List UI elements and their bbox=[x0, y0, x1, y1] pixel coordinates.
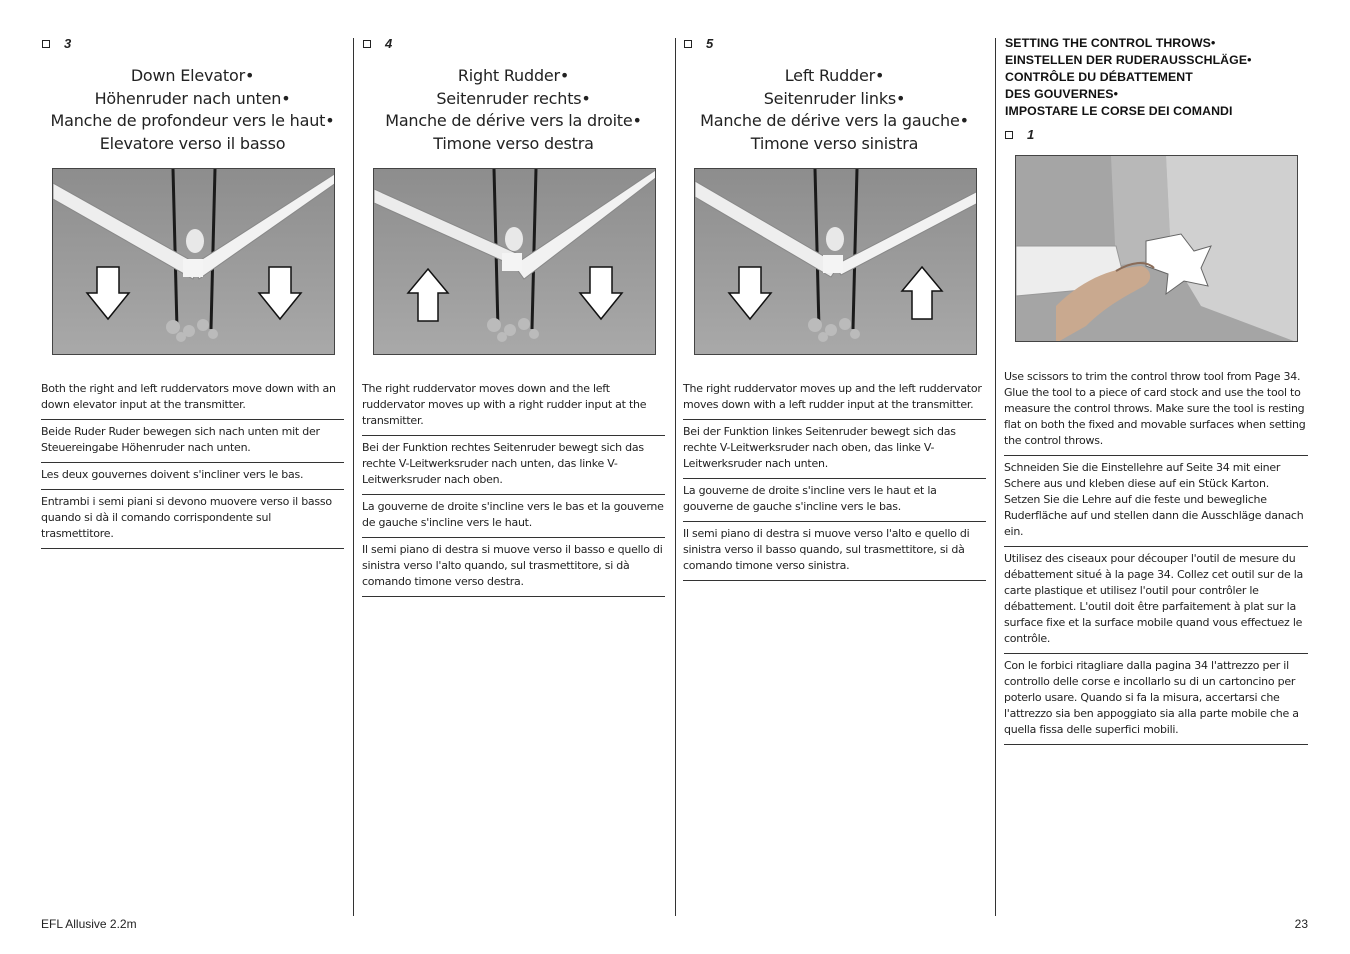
paragraph-it: Il semi piano di destra si muove verso il basso e quello di sinistra verso l'alto quando, sul trasmettitore, si dà comando timone verso destra. bbox=[362, 542, 665, 597]
paragraph-de: Bei der Funktion linkes Seitenruder bewegt sich das rechte V-Leitwerksruder nach oben, das linke V-Leitwerksruder nach unten. bbox=[683, 424, 986, 479]
paragraph-de: Beide Ruder Ruder bewegen sich nach unten mit der Steuereingabe Höhenruder nach unten. bbox=[41, 424, 344, 463]
step-4-column bbox=[362, 0, 665, 954]
step-5-column bbox=[683, 0, 986, 954]
column-divider bbox=[675, 38, 676, 916]
caption-line-en: Right Rudder• bbox=[457, 66, 570, 85]
paragraph-en: The right ruddervator moves down and the left ruddervator moves up with a right rudder input at the transmitter. bbox=[362, 381, 665, 436]
instruction-paragraphs bbox=[1004, 369, 1308, 749]
heading-line-en: SETTING THE CONTROL THROWS• bbox=[1005, 36, 1216, 50]
step-3-header bbox=[41, 36, 71, 51]
step-1-header bbox=[1004, 127, 1034, 142]
checkbox-icon[interactable] bbox=[42, 40, 50, 48]
step-caption bbox=[362, 65, 665, 155]
column-divider bbox=[995, 38, 996, 916]
caption-line-de: Höhenruder nach unten• bbox=[94, 88, 291, 108]
heading-line-de: EINSTELLEN DER RUDERAUSSCHLÄGE• bbox=[1005, 53, 1252, 67]
paragraph-en: The right ruddervator moves up and the left ruddervator moves down with a left rudder input at the transmitter. bbox=[683, 381, 986, 420]
step-caption bbox=[683, 65, 986, 155]
paragraph-fr: Les deux gouvernes doivent s'incliner vers le bas. bbox=[41, 467, 344, 490]
caption-line-fr: Manche de dérive vers la droite• bbox=[385, 111, 642, 130]
caption-line-fr: Manche de profondeur vers le haut• bbox=[50, 111, 335, 130]
step-number: 5 bbox=[706, 36, 714, 51]
step-number: 1 bbox=[1027, 127, 1035, 142]
caption-line-en: Down Elevator• bbox=[130, 66, 255, 85]
step-3-column bbox=[41, 0, 344, 954]
paragraph-de: Schneiden Sie die Einstellehre auf Seite 34 mit einer Schere aus und kleben diese auf ein Stück Karton. Setzen Sie die Lehre auf die feste und bewegliche Ruderfläche auf und stellen dann die Ausschläge danach ein. bbox=[1004, 460, 1308, 547]
paragraph-it: Il semi piano di destra si muove verso l'alto e quello di sinistra verso il basso quando, sul trasmettitore, si dà comando timone verso sinistra. bbox=[683, 526, 986, 581]
paragraph-en: Both the right and left ruddervators move down with an down elevator input at the transmitter. bbox=[41, 381, 344, 420]
caption-line-de: Seitenruder links• bbox=[763, 88, 906, 108]
instruction-paragraphs bbox=[362, 381, 665, 601]
caption-line-it: Timone verso sinistra bbox=[750, 133, 919, 153]
column-divider bbox=[353, 38, 354, 916]
section-heading bbox=[1005, 35, 1252, 120]
step-number: 3 bbox=[64, 36, 72, 51]
tail-photo-right-rudder bbox=[373, 168, 656, 355]
control-throws-column bbox=[1004, 0, 1308, 954]
step-5-header bbox=[683, 36, 713, 51]
step-caption bbox=[41, 65, 344, 155]
paragraph-de: Bei der Funktion rechtes Seitenruder bewegt sich das rechte V-Leitwerksruder nach unten, das linke V-Leitwerksruder nach oben. bbox=[362, 440, 665, 495]
footer-model-name: EFL Allusive 2.2m bbox=[41, 917, 137, 931]
checkbox-icon[interactable] bbox=[363, 40, 371, 48]
paragraph-fr: La gouverne de droite s'incline vers le bas et la gouverne de gauche s'incline vers le haut. bbox=[362, 499, 665, 538]
paragraph-fr: Utilisez des ciseaux pour découper l'outil de mesure du débattement situé à la page 34. Collez cet outil sur de la carte plastique et utilisez l'outil pour contrôler le débattement. L'outil doit être parfaitement à plat sur la surface fixe et la surface mobile quand vous effectuez le contrôle. bbox=[1004, 551, 1308, 654]
checkbox-icon[interactable] bbox=[1005, 131, 1013, 139]
caption-line-fr: Manche de dérive vers la gauche• bbox=[700, 111, 969, 130]
instruction-paragraphs bbox=[41, 381, 344, 553]
tail-photo-left-rudder bbox=[694, 168, 977, 355]
caption-line-de: Seitenruder rechts• bbox=[436, 88, 591, 108]
paragraph-fr: La gouverne de droite s'incline vers le haut et la gouverne de gauche s'incline vers le bas. bbox=[683, 483, 986, 522]
instruction-paragraphs bbox=[683, 381, 986, 585]
heading-line-fr-2: DES GOUVERNES• bbox=[1005, 87, 1118, 101]
caption-line-it: Timone verso destra bbox=[433, 133, 594, 153]
caption-line-en: Left Rudder• bbox=[784, 66, 885, 85]
caption-line-it: Elevatore verso il basso bbox=[99, 133, 286, 153]
paragraph-en: Use scissors to trim the control throw tool from Page 34. Glue the tool to a piece of card stock and use the tool to measure the control throws. Make sure the tool is resting flat on both the fixed and movable surfaces when setting the control throws. bbox=[1004, 369, 1308, 456]
page-number: 23 bbox=[1294, 917, 1308, 931]
step-4-header bbox=[362, 36, 392, 51]
heading-line-fr: CONTRÔLE DU DÉBATTEMENT bbox=[1005, 70, 1193, 84]
checkbox-icon[interactable] bbox=[684, 40, 692, 48]
throw-tool-photo bbox=[1015, 155, 1298, 342]
step-number: 4 bbox=[385, 36, 393, 51]
paragraph-it: Con le forbici ritagliare dalla pagina 34 l'attrezzo per il controllo delle corse e incollarlo su di un cartoncino per poterlo usare. Quando si fa la misura, accertarsi che l'attrezzo sia ben appoggiato sia alla parte mobile che a quella fissa delle superfici mobili. bbox=[1004, 658, 1308, 745]
heading-line-it: IMPOSTARE LE CORSE DEI COMANDI bbox=[1005, 104, 1233, 118]
tail-photo-down-elevator bbox=[52, 168, 335, 355]
paragraph-it: Entrambi i semi piani si devono muovere verso il basso quando si dà il comando corrispondente sul trasmettitore. bbox=[41, 494, 344, 549]
